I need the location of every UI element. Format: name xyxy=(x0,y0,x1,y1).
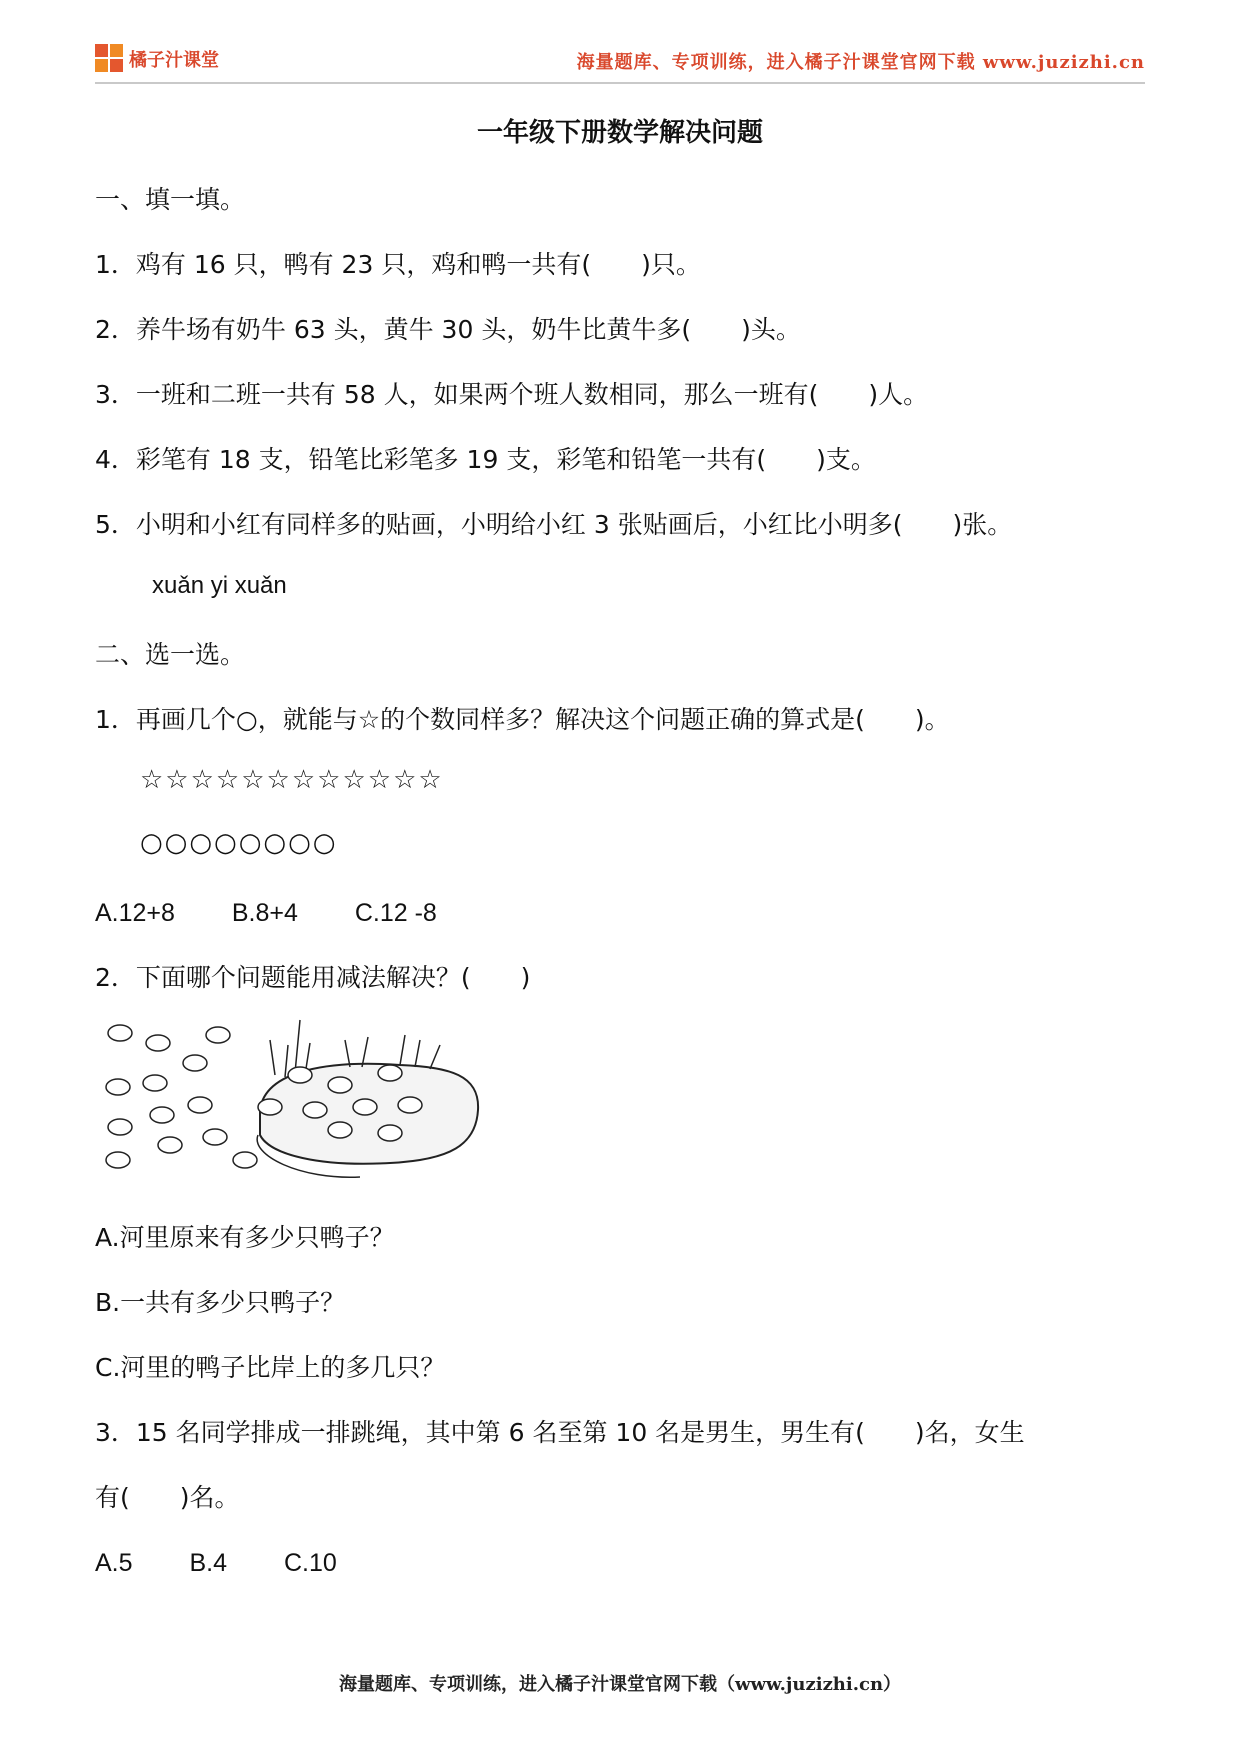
logo-text: 橘子汁课堂 xyxy=(129,50,219,71)
page-title: 一年级下册数学解决问题 xyxy=(476,118,763,148)
choice-question-1: 1．再画几个○，就能与☆的个数同样多？解决这个问题正确的算式是( )。 xyxy=(95,705,950,734)
choice-question-2-option-c: C.河里的鸭子比岸上的多几只？ xyxy=(95,1353,446,1382)
header-promo-text: 海量题库、专项训练，进入橘子汁课堂官网下载 www.juzizhi.cn xyxy=(576,52,1145,73)
fill-question-3: 3．一班和二班一共有 58 人，如果两个班人数相同，那么一班有( )人。 xyxy=(95,380,929,409)
page-header xyxy=(95,38,1145,84)
choice-question-2-option-a: A.河里原来有多少只鸭子？ xyxy=(95,1223,395,1252)
pinyin-annotation: xuǎn yi xuǎn xyxy=(152,572,287,599)
choice-question-3: 3．15 名同学排成一排跳绳，其中第 6 名至第 10 名是男生，男生有( )名，女生 xyxy=(95,1418,1025,1447)
fill-question-2: 2．养牛场有奶牛 63 头，黄牛 30 头，奶牛比黄牛多( )头。 xyxy=(95,315,801,344)
fill-question-1: 1．鸡有 16 只，鸭有 23 只，鸡和鸭一共有( )只。 xyxy=(95,250,701,279)
choice-question-2-option-b: B.一共有多少只鸭子？ xyxy=(95,1288,346,1317)
section-2-heading: 二、选一选。 xyxy=(95,640,246,669)
section-1-heading: 一、填一填。 xyxy=(95,185,246,214)
fill-question-4: 4．彩笔有 18 支，铅笔比彩笔多 19 支，彩笔和铅笔一共有( )支。 xyxy=(95,445,876,474)
circle-row: ○○○○○○○○ xyxy=(140,828,338,858)
choice-question-3-continued: 有( )名。 xyxy=(95,1483,240,1512)
star-row: ☆☆☆☆☆☆☆☆☆☆☆☆ xyxy=(140,765,444,795)
logo-icon xyxy=(95,44,125,74)
logo xyxy=(95,44,219,74)
ducks-pond-illustration xyxy=(100,1015,480,1190)
choice-question-3-options: A.5 B.4 C.10 xyxy=(95,1549,337,1577)
page-footer: 海量题库、专项训练，进入橘子汁课堂官网下载（www.juzizhi.cn） xyxy=(338,1674,902,1695)
choice-question-1-options: A.12+8 B.8+4 C.12 -8 xyxy=(95,899,437,927)
choice-question-2: 2．下面哪个问题能用减法解决？( ) xyxy=(95,963,531,992)
fill-question-5: 5．小明和小红有同样多的贴画，小明给小红 3 张贴画后，小红比小明多( )张。 xyxy=(95,510,1013,539)
